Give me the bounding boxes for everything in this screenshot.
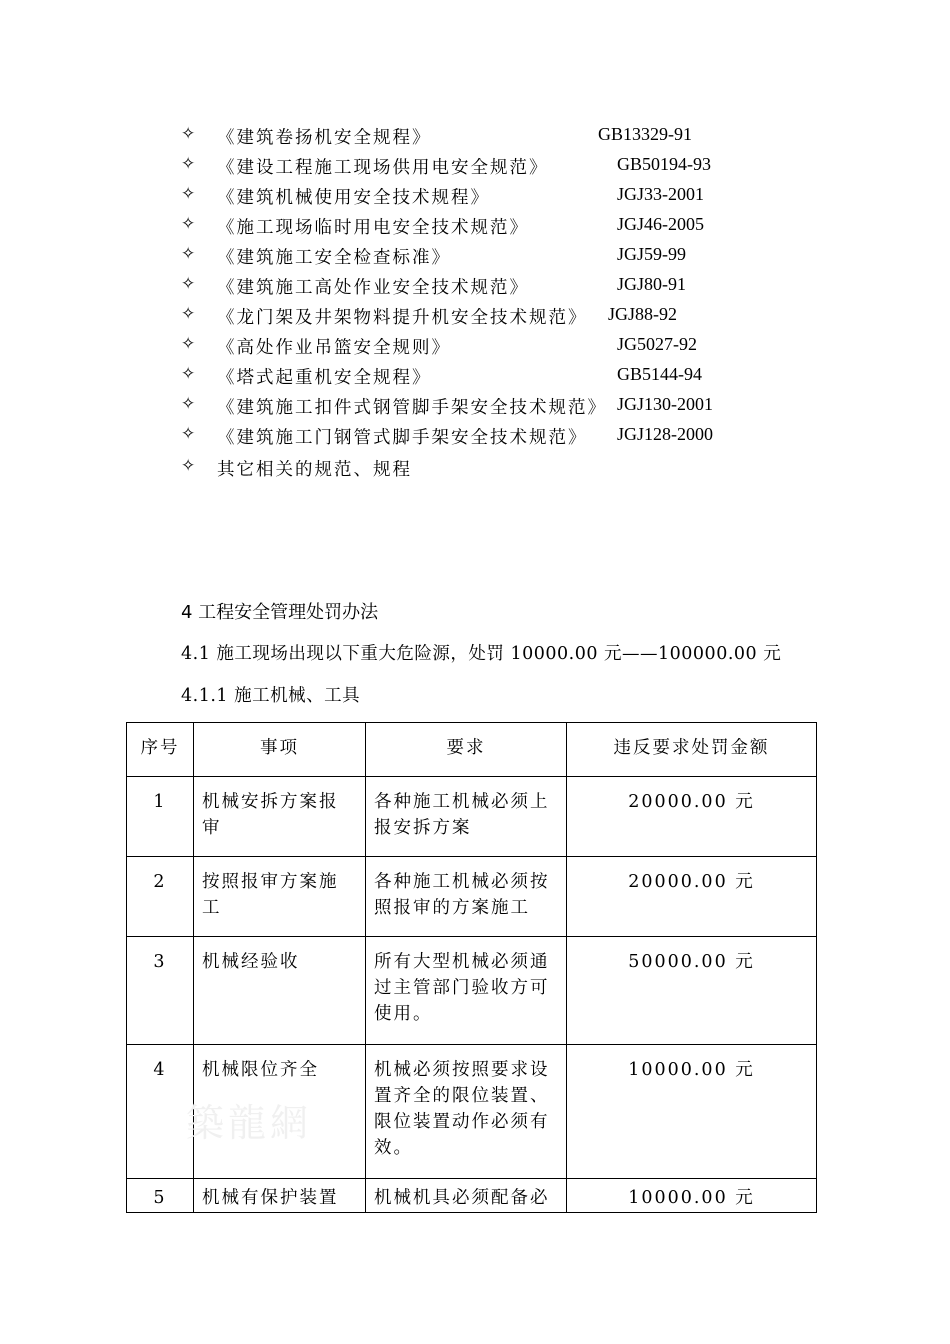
cell-amount: 10000.00 元: [567, 1045, 817, 1179]
cell-requirement: 各种施工机械必须按照报审的方案施工: [366, 857, 567, 937]
standard-code: JGJ80-91: [617, 274, 687, 294]
standard-code: GB50194-93: [617, 154, 711, 174]
standard-code: JGJ46-2005: [617, 214, 705, 234]
header-cell: 序号: [127, 723, 194, 777]
bullet-icon: ✧: [181, 424, 196, 444]
bullet-icon: ✧: [181, 244, 196, 264]
cell-item: 机械限位齐全: [194, 1045, 366, 1179]
cell-item: 机械安拆方案报审: [194, 777, 366, 857]
cell-amount: 20000.00 元: [567, 777, 817, 857]
bullet-icon: ✧: [181, 304, 196, 324]
standard-item: [0, 274, 950, 304]
standard-title: 《龙门架及井架物料提升机安全技术规范》: [217, 308, 588, 328]
standard-code: JGJ130-2001: [617, 394, 714, 414]
standard-title: 其它相关的规范、规程: [217, 460, 412, 480]
bullet-icon: ✧: [181, 364, 196, 384]
cell-item: 按照报审方案施工: [194, 857, 366, 937]
standard-title: 《建筑施工高处作业安全技术规范》: [217, 278, 529, 298]
standard-item: [0, 244, 950, 274]
bullet-icon: ✧: [181, 394, 196, 414]
standard-code: JGJ128-2000: [617, 424, 714, 444]
cell-no: 4: [127, 1045, 194, 1179]
header-cell: 违反要求处罚金额: [567, 723, 817, 777]
standard-item: [0, 184, 950, 214]
standard-code: JGJ59-99: [617, 244, 687, 264]
standard-code: GB13329-91: [598, 124, 692, 144]
standard-code: JGJ88-92: [608, 304, 678, 324]
standard-title: 《建筑施工门钢管式脚手架安全技术规范》: [217, 428, 588, 448]
paragraph-4-1-1: 4.1.1 施工机械、工具: [181, 686, 361, 706]
standard-code: GB5144-94: [617, 364, 702, 384]
bullet-icon: ✧: [181, 334, 196, 354]
cell-item: 机械有保护装置: [194, 1179, 366, 1213]
bullet-icon: ✧: [181, 124, 196, 144]
standard-title: 《建筑施工安全检查标准》: [217, 248, 451, 268]
standard-code: JG5027-92: [617, 334, 697, 354]
cell-amount: 10000.00 元: [567, 1179, 817, 1213]
standard-title: 《塔式起重机安全规程》: [217, 368, 432, 388]
standard-item: [0, 334, 950, 364]
cell-requirement: 各种施工机械必须上报安拆方案: [366, 777, 567, 857]
bullet-icon: ✧: [181, 154, 196, 174]
bullet-icon: ✧: [181, 184, 196, 204]
cell-no: 3: [127, 937, 194, 1045]
cell-amount: 20000.00 元: [567, 857, 817, 937]
standard-title: 《建筑机械使用安全技术规程》: [217, 188, 490, 208]
standard-item: [0, 456, 950, 486]
standard-title: 《施工现场临时用电安全技术规范》: [217, 218, 529, 238]
standard-title: 《建设工程施工现场供用电安全规范》: [217, 158, 549, 178]
paragraph-4-1: 4.1 施工现场出现以下重大危险源，处罚 10000.00 元——100000.00 元: [181, 644, 782, 664]
standard-item: [0, 124, 950, 154]
table-header-row: [127, 723, 817, 777]
cell-requirement: 机械必须按照要求设置齐全的限位装置、限位装置动作必须有效。: [366, 1045, 567, 1179]
standard-item: [0, 214, 950, 244]
cell-item: 机械经验收: [194, 937, 366, 1045]
cell-amount: 50000.00 元: [567, 937, 817, 1045]
section-heading: 4 工程安全管理处罚办法: [181, 602, 379, 623]
cell-no: 2: [127, 857, 194, 937]
watermark: 築龍網: [186, 1101, 313, 1145]
table-row: [127, 857, 817, 937]
table-row: [127, 1179, 817, 1213]
standard-item: [0, 424, 950, 454]
standard-title: 《建筑施工扣件式钢管脚手架安全技术规范》: [217, 398, 607, 418]
bullet-icon: ✧: [181, 214, 196, 234]
cell-no: 1: [127, 777, 194, 857]
standard-item: [0, 364, 950, 394]
standard-code: JGJ33-2001: [617, 184, 705, 204]
header-cell: 要求: [366, 723, 567, 777]
standard-item: [0, 394, 950, 424]
standard-item: [0, 154, 950, 184]
table-row: [127, 777, 817, 857]
standard-title: 《建筑卷扬机安全规程》: [217, 128, 432, 148]
cell-requirement: 机械机具必须配备必: [366, 1179, 567, 1213]
bullet-icon: ✧: [181, 274, 196, 294]
cell-requirement: 所有大型机械必须通过主管部门验收方可使用。: [366, 937, 567, 1045]
header-cell: 事项: [194, 723, 366, 777]
standard-item: [0, 304, 950, 334]
cell-no: 5: [127, 1179, 194, 1213]
standard-title: 《高处作业吊篮安全规则》: [217, 338, 451, 358]
table-row: [127, 937, 817, 1045]
bullet-icon: ✧: [181, 456, 196, 476]
